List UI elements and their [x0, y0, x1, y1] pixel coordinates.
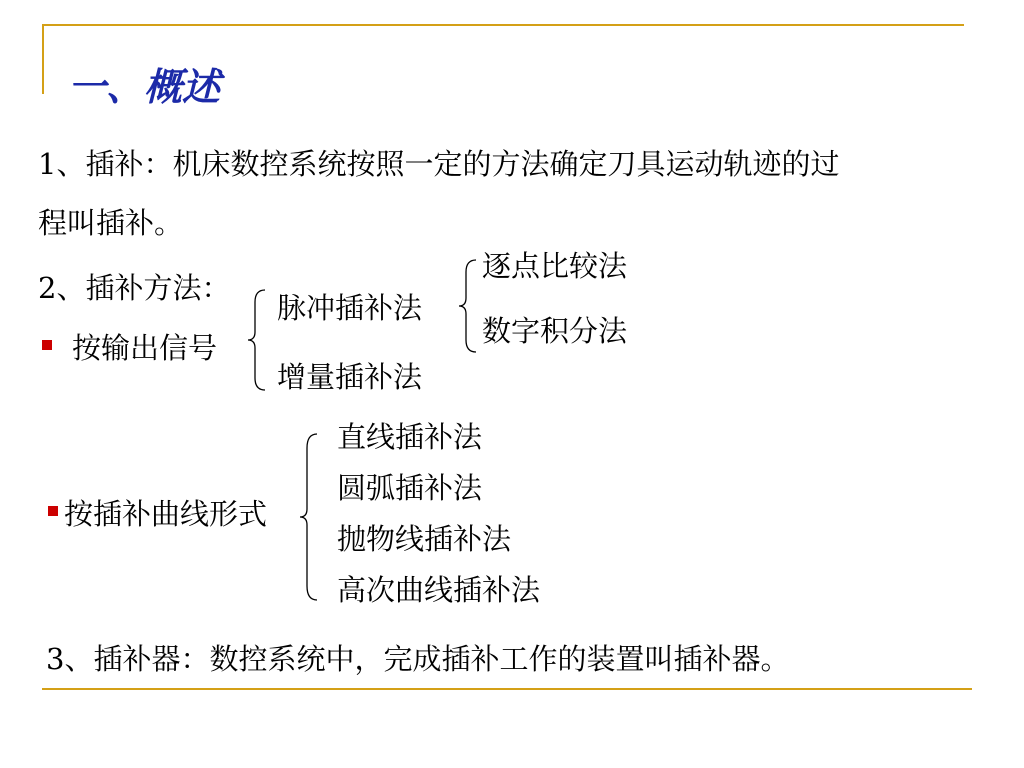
slide-title: 一、概述 — [68, 64, 221, 109]
left-rule — [42, 24, 44, 94]
parabolic-interpolation: 抛物线插补法 — [337, 522, 512, 556]
item2-heading: 2、插补方法： — [38, 271, 231, 305]
digital-integration-method: 数字积分法 — [482, 314, 628, 348]
incremental-interpolation: 增量插补法 — [277, 360, 423, 394]
linear-interpolation: 直线插补法 — [337, 420, 483, 454]
output-brace — [247, 288, 269, 392]
item3-interpolator: 3、插补器：数控系统中，完成插补工作的装置叫插补器。 — [46, 642, 790, 676]
top-rule — [42, 24, 964, 26]
item1-line1: 1、插补：机床数控系统按照一定的方法确定刀具运动轨迹的过 — [38, 147, 840, 181]
bullet-square-icon — [48, 506, 58, 516]
point-comparison-method: 逐点比较法 — [482, 249, 628, 283]
higher-order-curve-interpolation: 高次曲线插补法 — [337, 573, 541, 607]
item1-line2: 程叫插补。 — [38, 206, 184, 240]
bullet-square-icon — [42, 340, 52, 350]
circular-interpolation: 圆弧插补法 — [337, 471, 483, 505]
by-curve-label: 按插补曲线形式 — [64, 497, 268, 531]
curve-brace — [299, 432, 321, 602]
bottom-rule — [42, 688, 972, 690]
by-output-label: 按输出信号 — [72, 331, 218, 365]
pulse-interpolation: 脉冲插补法 — [277, 291, 423, 325]
pulse-brace — [458, 258, 480, 354]
